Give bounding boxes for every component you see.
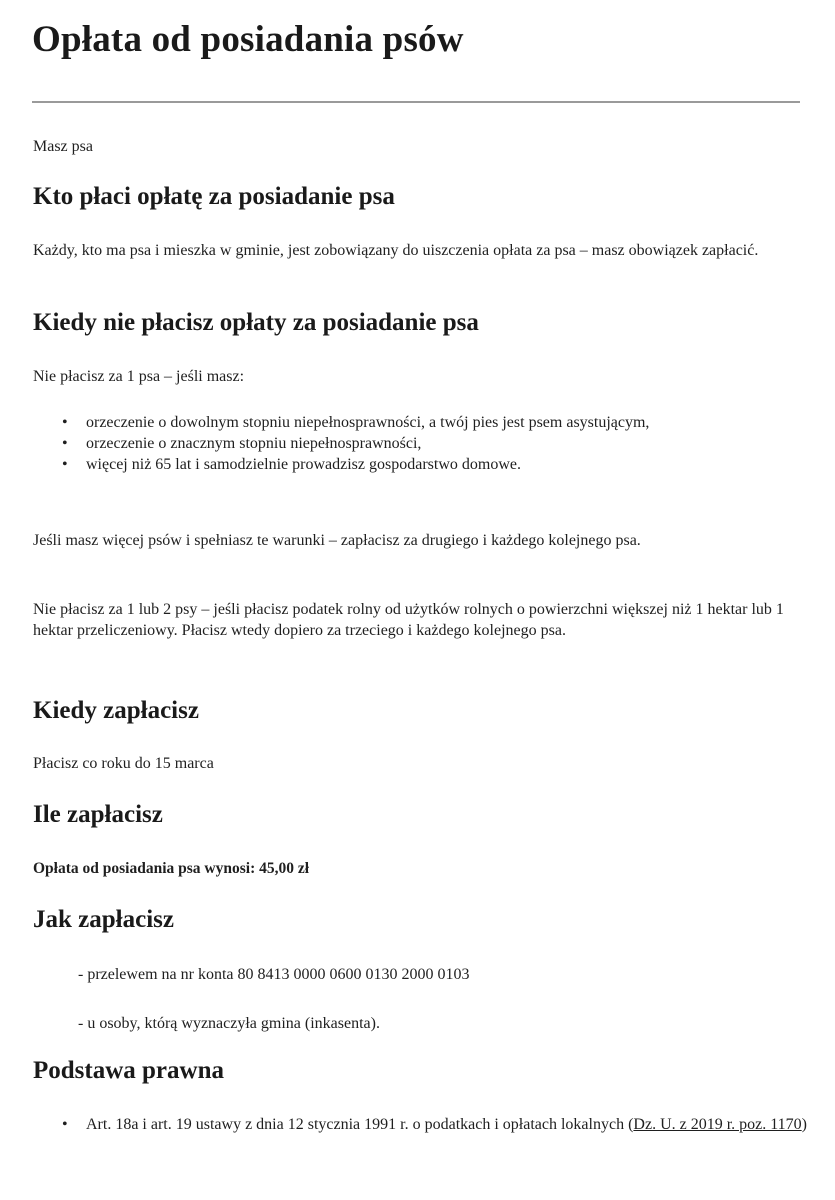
how-to-pay-heading: Jak zapłacisz: [33, 906, 174, 933]
page-title: Opłata od posiadania psów: [32, 19, 464, 60]
title-divider: [32, 101, 800, 103]
when-heading: Kiedy zapłacisz: [33, 697, 199, 724]
farm-tax-text: Nie płacisz za 1 lub 2 psy – jeśli płacisz podatek rolny od użytków rolnych o powierzchni większej niż 1 hektar lub 1 hektar przeliczeniowy. Płacisz wtedy dopiero za trzeciego i każdego kolejnego psa.: [33, 601, 784, 639]
intro-text: Masz psa: [33, 138, 93, 155]
fee-amount-text: Opłata od posiadania psa wynosi: 45,00 zł: [33, 860, 310, 877]
legal-link-close: ): [801, 1116, 807, 1133]
exemptions-lead: Nie płacisz za 1 psa – jeśli masz:: [33, 368, 245, 385]
legal-basis-heading: Podstawa prawna: [33, 1057, 224, 1084]
when-text: Płacisz co roku do 15 marca: [33, 755, 214, 772]
legal-basis-text: Art. 18a i art. 19 ustawy z dnia 12 stycznia 1991 r. o podatkach i opłatach lokalnych: [86, 1116, 625, 1133]
list-item: • orzeczenie o znacznym stopniu niepełnosprawności,: [62, 433, 742, 454]
legal-link-open: (: [628, 1116, 634, 1133]
payment-option-transfer: - przelewem na nr konta 80 8413 0000 0600 0130 2000 0103: [78, 966, 470, 983]
payment-option-collector: - u osoby, którą wyznaczyła gmina (inkasenta).: [78, 1015, 380, 1032]
exemptions-list: [62, 412, 742, 475]
legal-act-link[interactable]: Dz. U. z 2019 r. poz. 1170: [633, 1116, 802, 1133]
more-dogs-text: Jeśli masz więcej psów i spełniasz te warunki – zapłacisz za drugiego i każdego kolejnego psa.: [33, 532, 641, 549]
list-item: • więcej niż 65 lat i samodzielnie prowadzisz gospodarstwo domowe.: [62, 454, 742, 475]
legal-basis-item: [62, 1114, 826, 1135]
who-pays-text: Każdy, kto ma psa i mieszka w gminie, jest zobowiązany do uiszczenia opłata za psa – masz obowiązek zapłacić.: [33, 242, 759, 259]
list-item: • orzeczenie o dowolnym stopniu niepełnosprawności, a twój pies jest psem asystującym,: [62, 412, 742, 433]
exemptions-heading: Kiedy nie płacisz opłaty za posiadanie psa: [33, 309, 479, 336]
how-much-heading: Ile zapłacisz: [33, 801, 163, 828]
who-pays-heading: Kto płaci opłatę za posiadanie psa: [33, 183, 395, 210]
